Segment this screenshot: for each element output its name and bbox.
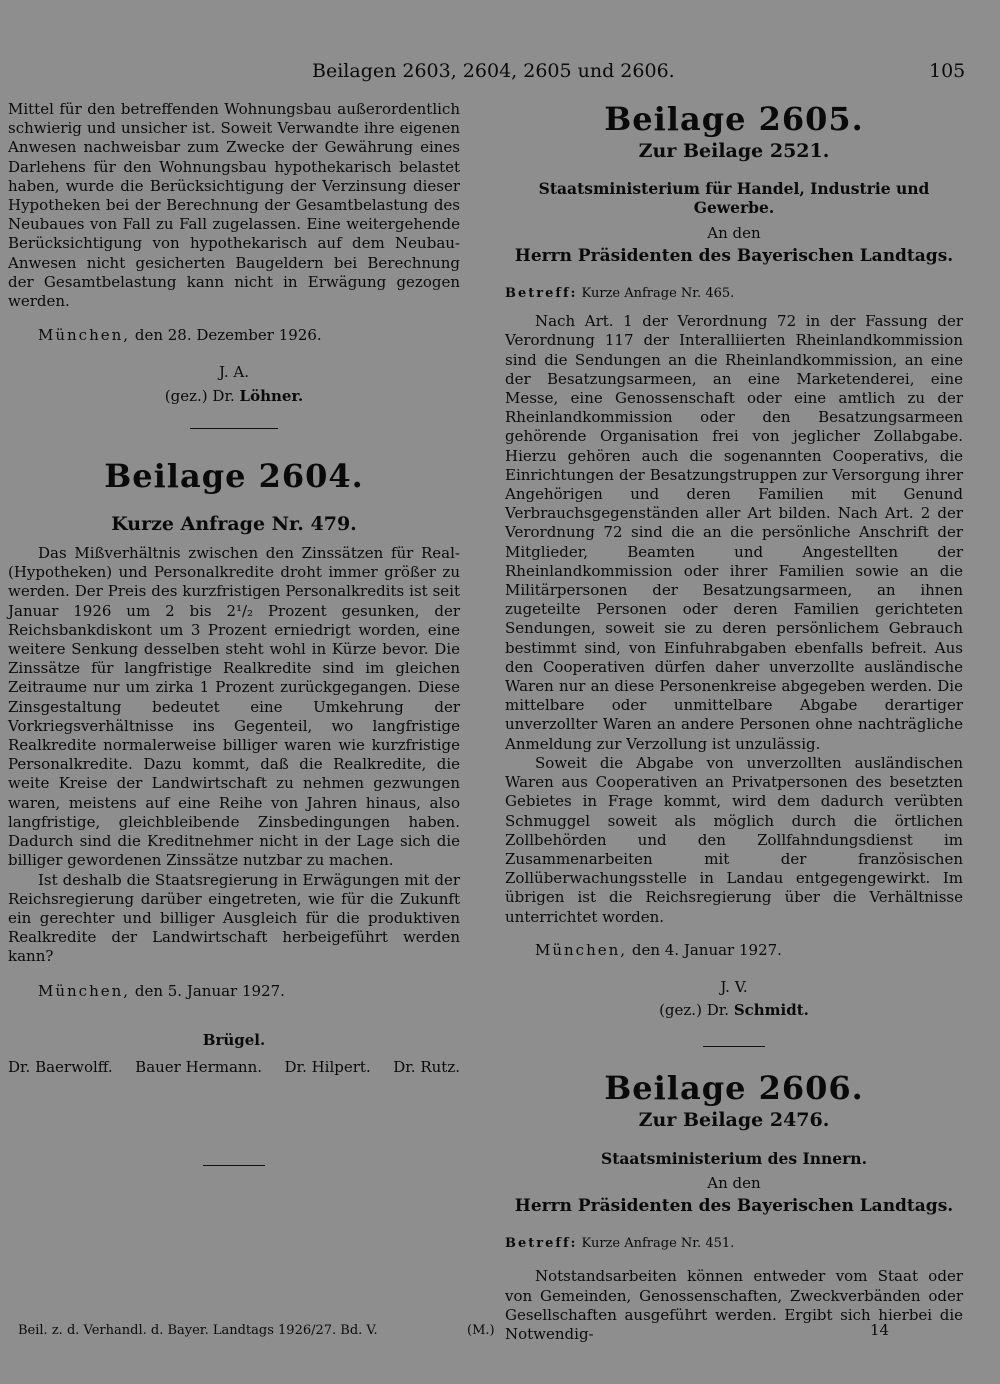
- date: den 4. Januar 1927.: [631, 940, 782, 959]
- place: München,: [38, 326, 131, 345]
- beilage-2606-title: Beilage 2606.: [604, 1069, 864, 1108]
- section-divider: [203, 1165, 265, 1166]
- section-divider: [190, 428, 278, 429]
- signature-1: [8, 387, 460, 406]
- betreff-label: Betreff:: [505, 1236, 578, 1252]
- continued-paragraph: Mittel für den betreffenden Wohnungsbau außerordentlich schwierig und unsicher ist. Soweit Verwandte ihre eigenen Anwesen nachweisbar zum Zwecke der Gewährung eines Darlehens für den Wohnungsbau hypothekarisch belastet haben, wurde die Berücksichtigung der Verzinsung dieser Hypotheken bei der Berechnung der Gesamtbelastung des Neubaues von Fall zu Fall zugelassen. Eine weitergehende Berücksichtigung von hypothekarisch auf dem Neubau-Anwesen nicht gesicherten Baugeldern bei Berechnung der Gesamtbelastung kann nicht in Erwägung gezogen werden.: [8, 100, 460, 311]
- running-header: Beilagen 2603, 2604, 2605 und 2606.: [312, 60, 675, 82]
- dateline-1: [8, 326, 460, 345]
- ministry-handel: Staatsministerium für Handel, Industrie und Gewerbe.: [538, 179, 930, 218]
- beilage-2604-title: Beilage 2604.: [104, 456, 364, 495]
- section-divider: [703, 1046, 765, 1047]
- date: den 28. Dezember 1926.: [134, 326, 322, 345]
- betreff-line: [505, 1234, 963, 1253]
- signature-ia: J. A.: [219, 363, 249, 382]
- zur-beilage-2521: Zur Beilage 2521.: [638, 140, 830, 162]
- signer-name: Schmidt.: [733, 1001, 809, 1020]
- beilage-2605-text-2: Soweit die Abgabe von unverzollten ausländischen Waren aus Cooperativen an Privatpersonen des besetzten Gebietes in Frage kommt, wird dem dadurch verübten Schmuggel soweit als möglich durch die örtlichen Zollbehörden und den Zollfahndungsdienst im Zusammenarbeiten mit der französischen Zollüberwachungsstelle in Landau entgegengewirkt. Im übrigen ist die Reichsregierung über die Verhältnisse unterrichtet worden.: [505, 753, 963, 926]
- betreff-value: Kurze Anfrage Nr. 451.: [581, 1236, 735, 1252]
- footer-sheet-number: 14: [870, 1321, 890, 1339]
- beilage-2605-text: Nach Art. 1 der Verordnung 72 in der Fassung der Verordnung 117 der Interalliierten Rheinlandkommission sind die Sendungen an die Rheinlandkommission, an eine der Besatzungsarmeen, an eine Marketenderei, eine Messe, eine Genossenschaft oder eine amtlich zu der Rheinlandkommission oder den Besatzungsarmeen gehörende Organisation frei von jeglicher Zollabgabe. Hierzu gehören auch die sogenannten Cooperativs, die Einrichtungen der Besatzungstruppen zur Versorgung ihrer Angehörigen und deren Familien mit Genund Verbrauchsgegenständen aller Art bilden. Nach Art. 2 der Verordnung 72 sind die an die persönliche Anschrift der Mitglieder, Beamten und Angestellten der Rheinlandkommission oder ihrer Familien sowie an die Militärpersonen der Besatzungsarmeen, an ihnen zugeteilte Personen oder deren Familien gerichteten Sendungen, soweit sie zu deren persönlichem Gebrauch bestimmt sind, von Einfuhrabgaben ebenfalls befreit. Aus den Cooperativen dürfen daher unverzollte ausländische Waren nur an diese Personenkreise abgegeben werden. Die mittelbare oder unmittelbare Abgabe derartiger unverzollter Waren an andere Personen ohne nachträgliche Anmeldung zur Verzollung ist unzulässig.: [505, 312, 963, 753]
- co-signer: Dr. Hilpert.: [284, 1057, 371, 1076]
- beilage-2605-title: Beilage 2605.: [604, 100, 864, 138]
- place: München,: [535, 940, 628, 959]
- zur-beilage-2476: Zur Beilage 2476.: [638, 1109, 830, 1132]
- signer-brugel: Brügel.: [202, 1030, 266, 1049]
- place: München,: [38, 981, 131, 1000]
- date: den 5. Januar 1927.: [134, 981, 285, 1000]
- herrn-praesidenten: Herrn Präsidenten des Bayerischen Landtags.: [514, 1195, 954, 1216]
- signature-iv: J. V.: [720, 977, 748, 996]
- right-column: [505, 100, 963, 1344]
- co-signers: [8, 1058, 460, 1077]
- kurze-anfrage-title: Kurze Anfrage Nr. 479.: [111, 512, 357, 535]
- betreff-label: Betreff:: [505, 286, 578, 302]
- footer-publication: Beil. z. d. Verhandl. d. Bayer. Landtags 1926/27. Bd. V.: [18, 1323, 378, 1338]
- gez-label: (gez.) Dr.: [164, 386, 235, 405]
- footer-mark: (M.): [467, 1323, 495, 1338]
- co-signer: Dr. Baerwolff.: [8, 1057, 113, 1076]
- signer-name: Löhner.: [239, 386, 304, 405]
- beilage-2604-text: Das Mißverhältnis zwischen den Zinssätzen für Real- (Hypotheken) und Personalkredite droht immer größer zu werden. Der Preis des kurzfristigen Personalkredits ist seit Januar 1926 um 2 bis 2¹/₂ Prozent gesunken, der Reichsbankdiskont um 3 Prozent erniedrigt worden, eine weitere Senkung desselben steht wohl in Kürze bevor. Die Zinssätze für langfristige Realkredite sind im gleichen Zeitraume nur um zirka 1 Prozent zurückgegangen. Diese Zinsgestaltung bedeutet eine Umkehrung der Vorkriegsverhältnisse ins Gegenteil, wo langfristige Realkredite normalerweise billiger waren wie kurzfristige Personalkredite. Dazu kommt, daß die Realkredite, die weite Kreise der Landwirtschaft zu nehmen gezwungen waren, meistens auf eine Reihe von Jahren hinaus, also langfristige, gleichbleibende Zinsbedingungen haben. Dadurch sind die Kreditnehmer nicht in der Lage sich die billiger gewordenen Zinssätze nutzbar zu machen.: [8, 544, 460, 870]
- gez-label: (gez.) Dr.: [659, 1001, 730, 1020]
- left-column: [8, 100, 460, 1166]
- an-den: An den: [707, 1173, 761, 1192]
- co-signer: Dr. Rutz.: [393, 1057, 460, 1076]
- herrn-praesidenten: Herrn Präsidenten des Bayerischen Landtags.: [514, 245, 954, 266]
- beilage-2604-question: Ist deshalb die Staatsregierung in Erwägungen mit der Reichsregierung darüber eingetreten, wie für die Zukunft ein gerechter und billiger Ausgleich für die produktiven Realkredite der Landwirtschaft herbeigeführt werden kann?: [8, 870, 460, 966]
- page-number: 105: [929, 60, 966, 82]
- signature-3: [505, 1001, 963, 1020]
- co-signer: Bauer Hermann.: [135, 1057, 262, 1076]
- ministry-innern: Staatsministerium des Innern.: [601, 1148, 867, 1168]
- dateline-3: [505, 941, 963, 960]
- beilage-2606-text: Notstandsarbeiten können entweder vom Staat oder von Gemeinden, Genossenschaften, Zweckverbänden oder Gesellschaften ausgeführt werden. Ergibt sich hierbei die Notwendig-: [505, 1267, 963, 1343]
- betreff-value: Kurze Anfrage Nr. 465.: [581, 286, 735, 302]
- betreff-line: [505, 284, 963, 303]
- dateline-2: [8, 982, 460, 1001]
- an-den: An den: [707, 223, 761, 242]
